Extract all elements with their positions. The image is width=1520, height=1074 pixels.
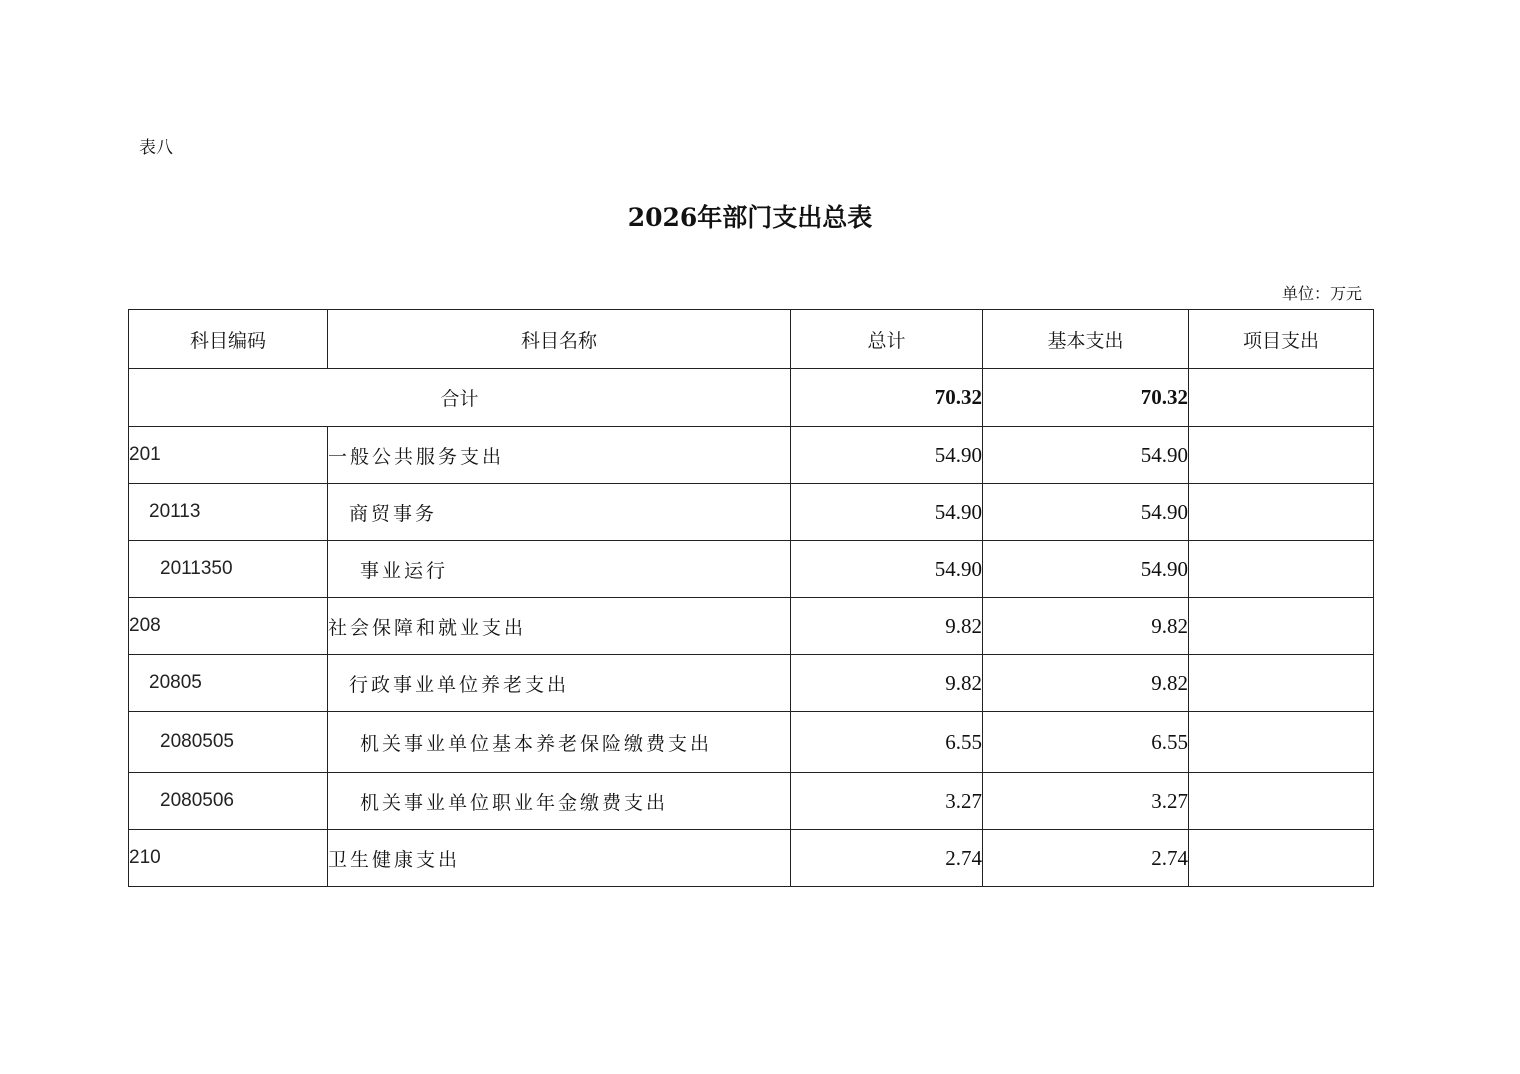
header-project: 项目支出 bbox=[1189, 310, 1374, 369]
row-project bbox=[1189, 655, 1374, 712]
row-code: 20805 bbox=[129, 655, 328, 712]
row-basic: 54.90 bbox=[983, 541, 1189, 598]
row-project bbox=[1189, 598, 1374, 655]
total-row bbox=[129, 369, 1374, 427]
row-code: 2080506 bbox=[129, 773, 328, 830]
total-basic: 70.32 bbox=[983, 369, 1189, 427]
row-project bbox=[1189, 484, 1374, 541]
table-label: 表八 bbox=[139, 138, 173, 158]
row-name: 机关事业单位基本养老保险缴费支出 bbox=[328, 712, 791, 773]
row-total: 2.74 bbox=[791, 830, 983, 887]
table-row bbox=[129, 655, 1374, 712]
table-row bbox=[129, 598, 1374, 655]
row-basic: 6.55 bbox=[983, 712, 1189, 773]
row-code: 2011350 bbox=[129, 541, 328, 598]
table-row bbox=[129, 541, 1374, 598]
header-name: 科目名称 bbox=[328, 310, 791, 369]
row-project bbox=[1189, 541, 1374, 598]
row-code: 208 bbox=[129, 598, 328, 655]
row-code: 210 bbox=[129, 830, 328, 887]
expenditure-table bbox=[128, 309, 1374, 887]
row-basic: 2.74 bbox=[983, 830, 1189, 887]
row-basic: 3.27 bbox=[983, 773, 1189, 830]
row-total: 54.90 bbox=[791, 541, 983, 598]
row-basic: 54.90 bbox=[983, 484, 1189, 541]
row-code: 201 bbox=[129, 427, 328, 484]
row-total: 54.90 bbox=[791, 484, 983, 541]
row-project bbox=[1189, 427, 1374, 484]
row-name: 社会保障和就业支出 bbox=[328, 598, 791, 655]
total-label: 合计 bbox=[129, 369, 791, 427]
table-row bbox=[129, 830, 1374, 887]
table-row bbox=[129, 484, 1374, 541]
row-project bbox=[1189, 773, 1374, 830]
table-header-row bbox=[129, 310, 1374, 369]
row-name: 机关事业单位职业年金缴费支出 bbox=[328, 773, 791, 830]
row-code: 2080505 bbox=[129, 712, 328, 773]
row-name: 卫生健康支出 bbox=[328, 830, 791, 887]
row-name: 行政事业单位养老支出 bbox=[328, 655, 791, 712]
row-name: 一般公共服务支出 bbox=[328, 427, 791, 484]
row-name: 商贸事务 bbox=[328, 484, 791, 541]
row-total: 6.55 bbox=[791, 712, 983, 773]
row-project bbox=[1189, 712, 1374, 773]
table-row bbox=[129, 427, 1374, 484]
header-basic: 基本支出 bbox=[983, 310, 1189, 369]
row-project bbox=[1189, 830, 1374, 887]
total-project bbox=[1189, 369, 1374, 427]
row-basic: 54.90 bbox=[983, 427, 1189, 484]
row-total: 9.82 bbox=[791, 598, 983, 655]
row-total: 54.90 bbox=[791, 427, 983, 484]
total-total: 70.32 bbox=[791, 369, 983, 427]
page-title: 2026年部门支出总表 bbox=[627, 203, 873, 232]
unit-label: 单位：万元 bbox=[1281, 284, 1362, 303]
row-total: 9.82 bbox=[791, 655, 983, 712]
table-row bbox=[129, 773, 1374, 830]
row-basic: 9.82 bbox=[983, 598, 1189, 655]
header-code: 科目编码 bbox=[129, 310, 328, 369]
row-total: 3.27 bbox=[791, 773, 983, 830]
row-basic: 9.82 bbox=[983, 655, 1189, 712]
table-row bbox=[129, 712, 1374, 773]
header-total: 总计 bbox=[791, 310, 983, 369]
row-name: 事业运行 bbox=[328, 541, 791, 598]
row-code: 20113 bbox=[129, 484, 328, 541]
